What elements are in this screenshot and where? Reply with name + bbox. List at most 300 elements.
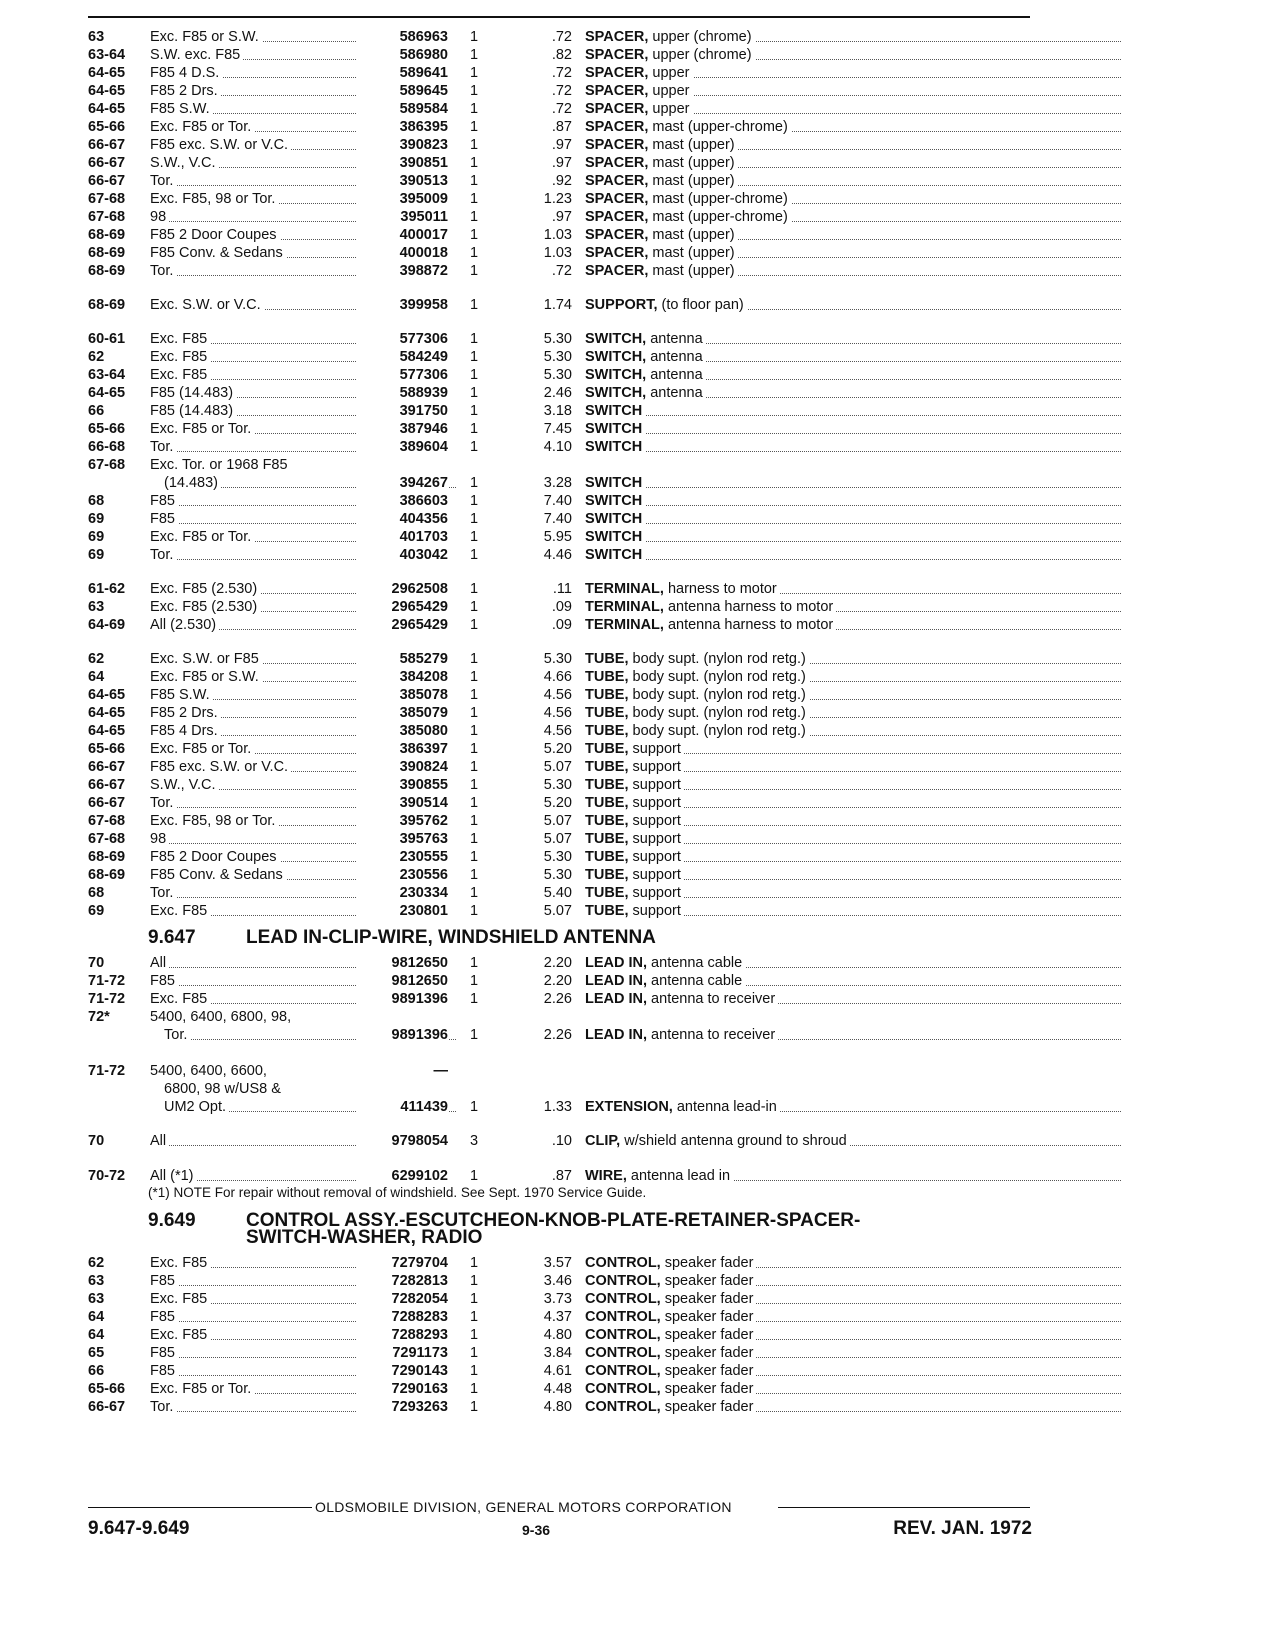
part-number-cell: 230556 bbox=[356, 866, 448, 884]
table-row bbox=[88, 492, 1038, 510]
part-number-cell: 584249 bbox=[356, 348, 448, 366]
part-name: CONTROL, bbox=[585, 1345, 661, 1361]
part-detail: speaker fader bbox=[660, 1309, 754, 1325]
part-detail: speaker fader bbox=[660, 1255, 754, 1271]
price-cell: 5.07 bbox=[543, 903, 572, 919]
section-title-cont: SWITCH-WASHER, RADIO bbox=[246, 1227, 483, 1248]
description-cell bbox=[585, 64, 1121, 82]
part-detail: support bbox=[628, 867, 681, 883]
application-text: Exc. F85, 98 or Tor. bbox=[150, 813, 278, 829]
application-text: Tor. bbox=[150, 263, 176, 279]
table-row bbox=[88, 100, 1038, 118]
part-number-cell: — bbox=[356, 1062, 448, 1080]
part-name: SPACER, bbox=[585, 29, 649, 45]
price-cell: 5.30 bbox=[543, 349, 572, 365]
description-cell bbox=[585, 208, 1121, 226]
part-name: TUBE, bbox=[585, 723, 629, 739]
table-row bbox=[88, 1326, 1038, 1344]
application-text: Exc. F85 bbox=[150, 1291, 210, 1307]
quantity-cell: 1 bbox=[470, 421, 479, 437]
description-cell bbox=[585, 830, 1121, 848]
table-row bbox=[88, 650, 1038, 668]
table-row bbox=[88, 262, 1038, 280]
year-cell: 63 bbox=[88, 1273, 105, 1289]
part-name: SPACER, bbox=[585, 209, 649, 225]
application-text: F85 bbox=[150, 973, 178, 989]
price-cell: 4.66 bbox=[543, 669, 572, 685]
footer-page-number: 9-36 bbox=[522, 1522, 551, 1538]
description-text bbox=[585, 529, 645, 545]
description-cell bbox=[585, 580, 1121, 598]
description-text bbox=[585, 849, 684, 865]
part-name: TUBE, bbox=[585, 687, 629, 703]
year-cell: 69 bbox=[88, 529, 105, 545]
section-number: 9.647 bbox=[148, 927, 196, 948]
table-row bbox=[88, 740, 1038, 758]
part-detail: body supt. (nylon rod retg.) bbox=[628, 705, 806, 721]
year-cell: 67-68 bbox=[88, 209, 126, 225]
part-detail: support bbox=[628, 795, 681, 811]
part-name: TERMINAL, bbox=[585, 599, 664, 615]
table-row bbox=[88, 64, 1038, 82]
price-cell: .10 bbox=[551, 1133, 572, 1149]
quantity-cell: 1 bbox=[470, 29, 479, 45]
year-cell: 63 bbox=[88, 1291, 105, 1307]
part-name: LEAD IN, bbox=[585, 955, 648, 971]
part-number-cell: 391750 bbox=[356, 402, 448, 420]
part-detail: body supt. (nylon rod retg.) bbox=[628, 669, 806, 685]
application-text: Exc. F85 or Tor. bbox=[150, 529, 254, 545]
part-detail: support bbox=[628, 759, 681, 775]
application-text: F85 exc. S.W. or V.C. bbox=[150, 137, 291, 153]
part-name: CONTROL, bbox=[585, 1327, 661, 1343]
table-row bbox=[88, 420, 1038, 438]
part-name: SPACER, bbox=[585, 191, 649, 207]
price-cell: 1.23 bbox=[543, 191, 572, 207]
part-number-cell: 386397 bbox=[356, 740, 448, 758]
description-cell bbox=[585, 1362, 1121, 1380]
description-text bbox=[585, 777, 684, 793]
quantity-cell: 1 bbox=[470, 867, 479, 883]
description-cell bbox=[585, 510, 1121, 528]
quantity-cell: 1 bbox=[470, 47, 479, 63]
description-text bbox=[585, 439, 645, 455]
year-cell: 64-65 bbox=[88, 83, 126, 99]
quantity-cell: 1 bbox=[470, 581, 479, 597]
quantity-cell: 1 bbox=[470, 991, 479, 1007]
quantity-cell: 1 bbox=[470, 723, 479, 739]
description-text bbox=[585, 1081, 588, 1097]
leader-dots bbox=[585, 505, 1121, 506]
quantity-cell: 1 bbox=[470, 137, 479, 153]
part-name: TUBE, bbox=[585, 903, 629, 919]
part-detail: mast (upper-chrome) bbox=[648, 191, 788, 207]
table-row bbox=[88, 884, 1038, 902]
year-cell: 66-67 bbox=[88, 759, 126, 775]
table-row bbox=[88, 1062, 1038, 1080]
description-cell bbox=[585, 402, 1121, 420]
description-text bbox=[585, 651, 809, 667]
application-text: Exc. F85 (2.530) bbox=[150, 599, 260, 615]
part-detail: speaker fader bbox=[660, 1381, 754, 1397]
application-text: F85 S.W. bbox=[150, 687, 213, 703]
part-name: TERMINAL, bbox=[585, 617, 664, 633]
part-name: SWITCH, bbox=[585, 385, 647, 401]
part-name: SUPPORT, bbox=[585, 297, 658, 313]
price-cell: 7.45 bbox=[543, 421, 572, 437]
year-cell: 66-67 bbox=[88, 173, 126, 189]
part-detail: antenna lead-in bbox=[672, 1099, 777, 1115]
part-detail: mast (upper) bbox=[648, 263, 735, 279]
application-text: UM2 Opt. bbox=[164, 1099, 229, 1115]
part-number-cell: 390513 bbox=[356, 172, 448, 190]
footer-revision: REV. JAN. 1972 bbox=[893, 1518, 1032, 1539]
application-text: S.W., V.C. bbox=[150, 155, 219, 171]
application-text: Exc. Tor. or 1968 F85 bbox=[150, 457, 291, 473]
application-text: All bbox=[150, 1133, 169, 1149]
description-text bbox=[585, 65, 693, 81]
quantity-cell: 1 bbox=[470, 119, 479, 135]
part-number-cell: 7291173 bbox=[356, 1344, 448, 1362]
year-cell: 68 bbox=[88, 885, 105, 901]
description-text bbox=[585, 1309, 756, 1325]
price-cell: 3.18 bbox=[543, 403, 572, 419]
quantity-cell: 1 bbox=[470, 367, 479, 383]
quantity-cell: 1 bbox=[470, 1099, 479, 1115]
description-text bbox=[585, 1009, 588, 1025]
part-number-cell: 9891396 bbox=[356, 990, 448, 1008]
description-text bbox=[585, 669, 809, 685]
part-detail: speaker fader bbox=[660, 1399, 754, 1415]
part-name: EXTENSION, bbox=[585, 1099, 673, 1115]
application-text: 6800, 98 w/US8 & bbox=[164, 1081, 284, 1097]
description-text bbox=[585, 741, 684, 757]
part-number-cell: 400017 bbox=[356, 226, 448, 244]
year-cell: 62 bbox=[88, 349, 105, 365]
part-name: SPACER, bbox=[585, 245, 649, 261]
description-text bbox=[585, 885, 684, 901]
part-name: LEAD IN, bbox=[585, 1027, 648, 1043]
application-text: (14.483) bbox=[164, 475, 221, 491]
part-detail: support bbox=[628, 741, 681, 757]
price-cell: .72 bbox=[551, 29, 572, 45]
part-number-cell: 2965429 bbox=[356, 616, 448, 634]
table-row bbox=[88, 1272, 1038, 1290]
description-text bbox=[585, 385, 706, 401]
application-text: 5400, 6400, 6600, bbox=[150, 1063, 270, 1079]
description-text bbox=[585, 173, 738, 189]
application-text: Exc. F85, 98 or Tor. bbox=[150, 191, 278, 207]
table-row bbox=[88, 1344, 1038, 1362]
part-number-cell: 9812650 bbox=[356, 972, 448, 990]
description-cell bbox=[585, 330, 1121, 348]
application-text: F85 2 Door Coupes bbox=[150, 849, 280, 865]
part-name: SPACER, bbox=[585, 137, 649, 153]
year-cell: 65-66 bbox=[88, 1381, 126, 1397]
price-cell: 3.28 bbox=[543, 475, 572, 491]
application-text: Exc. F85 (2.530) bbox=[150, 581, 260, 597]
part-detail: support bbox=[628, 885, 681, 901]
part-name: SPACER, bbox=[585, 227, 649, 243]
quantity-cell: 1 bbox=[470, 955, 479, 971]
description-text bbox=[585, 1363, 756, 1379]
price-cell: .72 bbox=[551, 101, 572, 117]
application-text: F85 2 Drs. bbox=[150, 705, 221, 721]
application-cell bbox=[150, 1008, 442, 1026]
leader-dots bbox=[585, 487, 1121, 488]
part-name: TUBE, bbox=[585, 651, 629, 667]
description-text bbox=[585, 227, 738, 243]
part-number-cell: 390855 bbox=[356, 776, 448, 794]
table-row bbox=[88, 330, 1038, 348]
table-row bbox=[88, 848, 1038, 866]
description-cell bbox=[585, 1326, 1121, 1344]
price-cell: 1.03 bbox=[543, 227, 572, 243]
part-name: SWITCH bbox=[585, 529, 643, 545]
description-cell bbox=[585, 1080, 1121, 1098]
quantity-cell: 1 bbox=[470, 705, 479, 721]
table-row bbox=[88, 580, 1038, 598]
part-number-cell: 585279 bbox=[356, 650, 448, 668]
table-row bbox=[88, 154, 1038, 172]
description-cell bbox=[585, 704, 1121, 722]
quantity-cell: 1 bbox=[470, 547, 479, 563]
quantity-cell: 1 bbox=[470, 1027, 479, 1043]
description-text bbox=[585, 47, 755, 63]
table-row bbox=[88, 1132, 1038, 1150]
application-text: Exc. F85 or Tor. bbox=[150, 119, 254, 135]
part-number-cell: 386603 bbox=[356, 492, 448, 510]
description-text bbox=[585, 349, 706, 365]
year-cell: 69 bbox=[88, 511, 105, 527]
description-text bbox=[585, 1168, 733, 1184]
part-number-cell: 395009 bbox=[356, 190, 448, 208]
description-text bbox=[585, 101, 693, 117]
year-cell: 64-69 bbox=[88, 617, 126, 633]
description-cell bbox=[585, 866, 1121, 884]
application-text: F85 S.W. bbox=[150, 101, 213, 117]
description-text bbox=[585, 421, 645, 437]
part-number-cell: 7290163 bbox=[356, 1380, 448, 1398]
table-row bbox=[88, 348, 1038, 366]
year-cell: 64-65 bbox=[88, 101, 126, 117]
application-text: Exc. F85 bbox=[150, 903, 210, 919]
part-number-cell: 390851 bbox=[356, 154, 448, 172]
part-name: TUBE, bbox=[585, 669, 629, 685]
part-name: CONTROL, bbox=[585, 1255, 661, 1271]
table-row bbox=[88, 776, 1038, 794]
table-row bbox=[88, 136, 1038, 154]
application-text: Tor. bbox=[150, 885, 176, 901]
quantity-cell: 1 bbox=[470, 297, 479, 313]
part-detail: support bbox=[628, 777, 681, 793]
application-text: F85 2 Door Coupes bbox=[150, 227, 280, 243]
section-title: CONTROL ASSY.-ESCUTCHEON-KNOB-PLATE-RETAINER-SPACER- bbox=[246, 1210, 861, 1231]
quantity-cell: 1 bbox=[470, 529, 479, 545]
description-text bbox=[585, 403, 645, 419]
part-name: LEAD IN, bbox=[585, 973, 648, 989]
application-text: F85 bbox=[150, 493, 178, 509]
part-number-cell: 385079 bbox=[356, 704, 448, 722]
description-cell bbox=[585, 616, 1121, 634]
quantity-cell: 1 bbox=[470, 403, 479, 419]
price-cell: 5.30 bbox=[543, 367, 572, 383]
application-text: Exc. F85 bbox=[150, 1255, 210, 1271]
table-row bbox=[88, 172, 1038, 190]
description-cell bbox=[585, 28, 1121, 46]
application-text: All (*1) bbox=[150, 1168, 197, 1184]
price-cell: .72 bbox=[551, 65, 572, 81]
quantity-cell: 1 bbox=[470, 599, 479, 615]
table-row bbox=[88, 208, 1038, 226]
part-number-cell: 7288283 bbox=[356, 1308, 448, 1326]
part-number-cell: 7282054 bbox=[356, 1290, 448, 1308]
description-cell bbox=[585, 650, 1121, 668]
part-detail: body supt. (nylon rod retg.) bbox=[628, 687, 806, 703]
description-text bbox=[585, 547, 645, 563]
description-text bbox=[585, 511, 645, 527]
part-number-cell: 230555 bbox=[356, 848, 448, 866]
part-name: CONTROL, bbox=[585, 1309, 661, 1325]
year-cell: 65 bbox=[88, 1345, 105, 1361]
table-row bbox=[88, 954, 1038, 972]
part-name: SWITCH, bbox=[585, 349, 647, 365]
price-cell: 4.37 bbox=[543, 1309, 572, 1325]
price-cell: 5.07 bbox=[543, 759, 572, 775]
part-detail: speaker fader bbox=[660, 1327, 754, 1343]
part-detail: antenna harness to motor bbox=[663, 599, 834, 615]
application-text: F85 4 D.S. bbox=[150, 65, 222, 81]
application-text: Exc. S.W. or F85 bbox=[150, 651, 262, 667]
table-row bbox=[88, 1167, 1038, 1185]
part-number-cell: 7290143 bbox=[356, 1362, 448, 1380]
description-cell bbox=[585, 244, 1121, 262]
price-cell: .09 bbox=[551, 617, 572, 633]
part-name: SWITCH, bbox=[585, 331, 647, 347]
price-cell: 3.46 bbox=[543, 1273, 572, 1289]
table-row bbox=[88, 438, 1038, 456]
part-name: SWITCH, bbox=[585, 367, 647, 383]
description-cell bbox=[585, 456, 1121, 474]
year-cell: 62 bbox=[88, 1255, 105, 1271]
table-row bbox=[88, 402, 1038, 420]
quantity-cell: 1 bbox=[470, 101, 479, 117]
price-cell: .11 bbox=[552, 581, 572, 597]
part-name: SPACER, bbox=[585, 119, 649, 135]
description-cell bbox=[585, 154, 1121, 172]
part-detail: antenna to receiver bbox=[647, 1027, 776, 1043]
quantity-cell: 1 bbox=[470, 1345, 479, 1361]
price-cell: 4.56 bbox=[543, 705, 572, 721]
quantity-cell: 1 bbox=[470, 813, 479, 829]
quantity-cell: 1 bbox=[470, 173, 479, 189]
price-cell: .97 bbox=[551, 209, 572, 225]
part-name: CONTROL, bbox=[585, 1399, 661, 1415]
quantity-cell: 1 bbox=[470, 1381, 479, 1397]
description-text bbox=[585, 617, 836, 633]
price-cell: 4.80 bbox=[543, 1327, 572, 1343]
part-number-cell: 2965429 bbox=[356, 598, 448, 616]
part-detail: mast (upper-chrome) bbox=[648, 209, 788, 225]
application-text: 5400, 6400, 6800, 98, bbox=[150, 1009, 294, 1025]
part-number-cell: 404356 bbox=[356, 510, 448, 528]
quantity-cell: 1 bbox=[470, 849, 479, 865]
application-text: Exc. F85 or Tor. bbox=[150, 741, 254, 757]
price-cell: .87 bbox=[551, 119, 572, 135]
table-row bbox=[88, 546, 1038, 564]
table-row bbox=[88, 118, 1038, 136]
description-text bbox=[585, 263, 738, 279]
description-cell bbox=[585, 848, 1121, 866]
part-number-cell: 589641 bbox=[356, 64, 448, 82]
part-detail: antenna cable bbox=[647, 955, 743, 971]
year-cell: 68-69 bbox=[88, 297, 126, 313]
leader-dots bbox=[585, 559, 1121, 560]
price-cell: 5.40 bbox=[543, 885, 572, 901]
part-number-cell: 394267 bbox=[356, 474, 448, 492]
year-cell: 67-68 bbox=[88, 831, 126, 847]
application-text: Exc. S.W. or V.C. bbox=[150, 297, 264, 313]
part-detail: harness to motor bbox=[663, 581, 777, 597]
application-text: F85 bbox=[150, 1363, 178, 1379]
description-text bbox=[585, 137, 738, 153]
quantity-cell: 1 bbox=[470, 227, 479, 243]
part-number-cell: 588939 bbox=[356, 384, 448, 402]
description-text bbox=[585, 599, 836, 615]
part-detail: mast (upper) bbox=[648, 155, 735, 171]
quantity-cell: 1 bbox=[470, 83, 479, 99]
description-cell bbox=[585, 296, 1121, 314]
description-text bbox=[585, 903, 684, 919]
price-cell: 5.20 bbox=[543, 741, 572, 757]
price-cell: 3.57 bbox=[543, 1255, 572, 1271]
quantity-cell: 1 bbox=[470, 741, 479, 757]
part-name: TUBE, bbox=[585, 831, 629, 847]
description-cell bbox=[585, 902, 1121, 920]
description-cell bbox=[585, 100, 1121, 118]
description-text bbox=[585, 83, 693, 99]
quantity-cell: 1 bbox=[470, 651, 479, 667]
part-number-cell: 385080 bbox=[356, 722, 448, 740]
part-number-cell: 398872 bbox=[356, 262, 448, 280]
part-number-cell: 9812650 bbox=[356, 954, 448, 972]
description-text bbox=[585, 705, 809, 721]
description-cell bbox=[585, 366, 1121, 384]
description-cell bbox=[585, 136, 1121, 154]
year-cell: 68-69 bbox=[88, 867, 126, 883]
table-row bbox=[88, 1362, 1038, 1380]
price-cell: 2.20 bbox=[543, 973, 572, 989]
description-cell bbox=[585, 420, 1121, 438]
price-cell: 5.30 bbox=[543, 777, 572, 793]
description-text bbox=[585, 475, 645, 491]
table-row bbox=[88, 794, 1038, 812]
description-text bbox=[585, 1273, 756, 1289]
part-detail: (to floor pan) bbox=[657, 297, 744, 313]
description-cell bbox=[585, 668, 1121, 686]
part-detail: upper (chrome) bbox=[648, 47, 752, 63]
quantity-cell: 1 bbox=[470, 1168, 479, 1184]
price-cell: 5.30 bbox=[543, 867, 572, 883]
part-name: TUBE, bbox=[585, 741, 629, 757]
application-text: S.W. exc. F85 bbox=[150, 47, 243, 63]
part-number-cell: 386395 bbox=[356, 118, 448, 136]
description-text bbox=[585, 245, 738, 261]
table-row bbox=[88, 1026, 1038, 1044]
price-cell: 2.26 bbox=[543, 1027, 572, 1043]
application-cell bbox=[164, 1080, 456, 1098]
description-text bbox=[585, 297, 747, 313]
